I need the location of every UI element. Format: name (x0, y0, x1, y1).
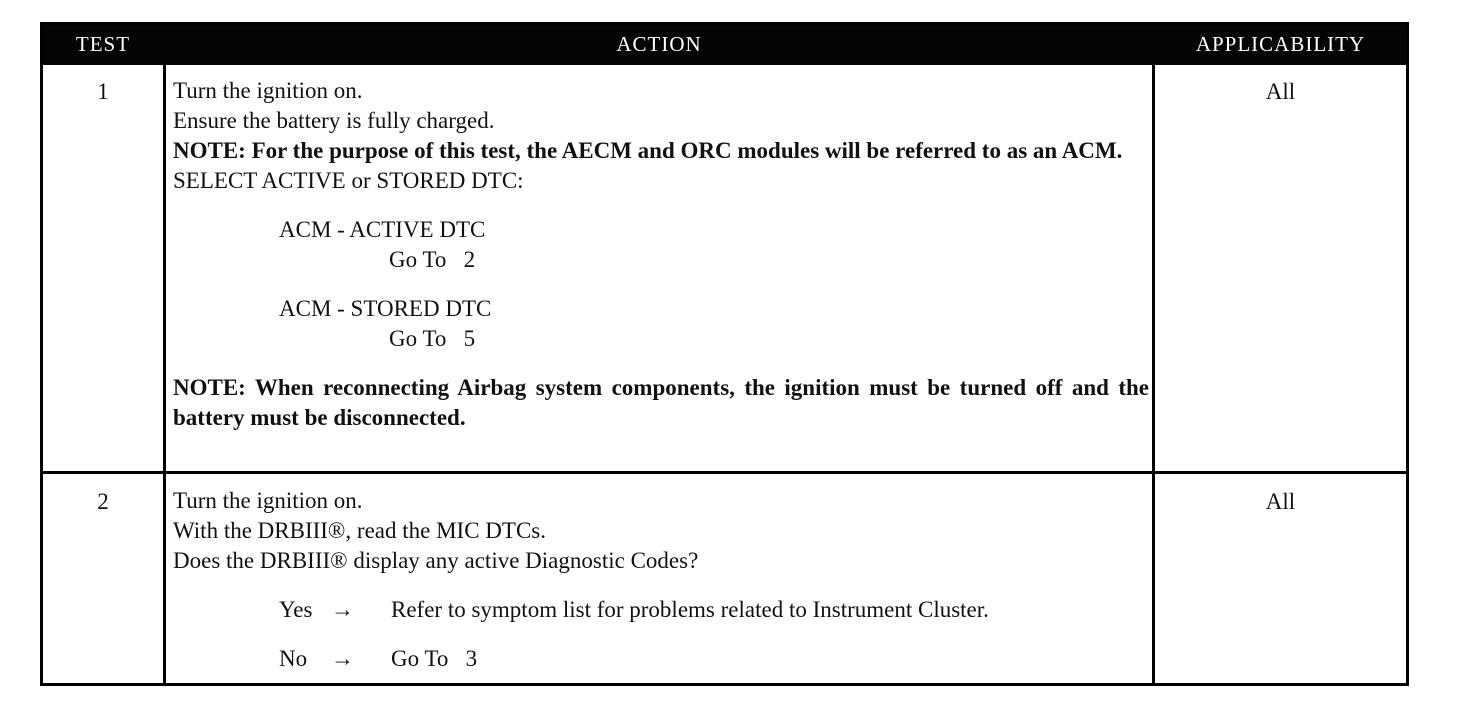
action-line: Does the DRBIII® display any active Diagnostic Codes? (173, 548, 699, 573)
test-number: 2 (97, 489, 109, 514)
column-divider (163, 65, 166, 683)
action-line: Turn the ignition on. (173, 488, 363, 513)
test-number: 1 (97, 79, 109, 104)
arrow-icon: → (331, 646, 354, 671)
note-text: NOTE: When reconnecting Airbag system components, the ignition must be turned off and the battery must be disconnected. (173, 375, 1149, 430)
row-divider (43, 471, 1406, 474)
action-line: Turn the ignition on. (173, 78, 363, 103)
option-goto: Go To 5 (389, 326, 476, 351)
option-label: ACM - ACTIVE DTC (279, 217, 486, 242)
select-instruction: SELECT ACTIVE or STORED DTC: (173, 168, 524, 193)
applicability-value: All (1265, 79, 1296, 104)
option-goto: Go To 2 (389, 247, 476, 272)
answer-result: Go To 3 (391, 646, 478, 671)
action-line: With the DRBIII®, read the MIC DTCs. (173, 518, 546, 543)
answer-row (173, 595, 1149, 625)
action-cell (173, 486, 1149, 674)
header-applicability: APPLICABILITY (1195, 32, 1366, 56)
applicability-value: All (1265, 489, 1296, 514)
answer-label: Yes (279, 597, 313, 622)
header-action: ACTION (616, 32, 702, 56)
action-line: Ensure the battery is fully charged. (173, 108, 495, 133)
arrow-icon: → (331, 597, 354, 622)
diagnostic-test-table (40, 22, 1409, 686)
action-cell (173, 76, 1149, 433)
answer-row (173, 644, 1149, 674)
answer-result: Refer to symptom list for problems related to Instrument Cluster. (391, 597, 989, 622)
note-text: NOTE: For the purpose of this test, the AECM and ORC modules will be referred to as an ACM. (173, 138, 1123, 163)
answer-label: No (279, 646, 308, 671)
column-divider (1152, 65, 1155, 683)
option-label: ACM - STORED DTC (279, 296, 492, 321)
table-header (43, 25, 1406, 65)
header-test: TEST (75, 32, 131, 56)
